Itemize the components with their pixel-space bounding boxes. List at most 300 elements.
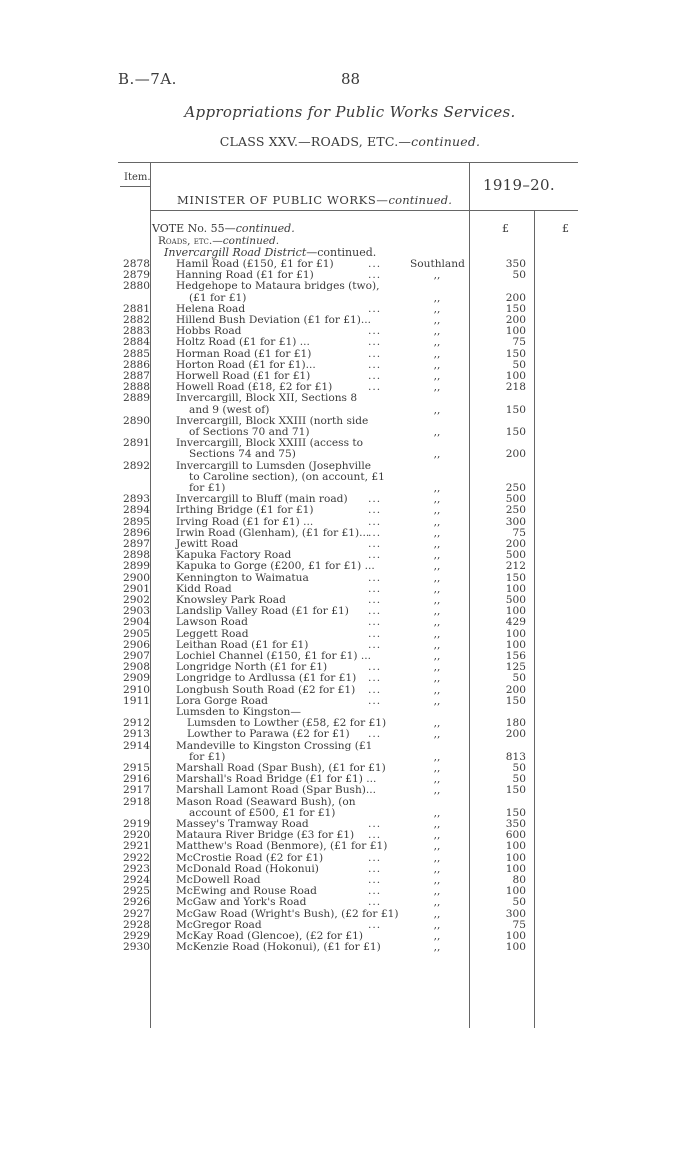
amount: 212: [505, 560, 526, 573]
table-row: [0, 841, 700, 852]
item-number: 2923: [123, 862, 150, 875]
district-name: ,,: [433, 560, 441, 573]
road-name: Matthew's Road (Benmore), (£1 for £1): [176, 840, 388, 853]
amount: 150: [505, 426, 526, 438]
section-reference: B.—7A.: [118, 70, 177, 88]
leader-dots: ...: [368, 302, 382, 315]
table-row: [0, 371, 700, 382]
item-number: 2926: [123, 896, 150, 909]
leader-dots: ...: [368, 504, 382, 517]
vote-label: VOTE No. 55—: [152, 222, 236, 235]
leader-dots: ...: [368, 571, 382, 584]
leader-dots: ...: [368, 661, 382, 674]
table-row-continuation: [0, 483, 700, 494]
district-name: ,,: [433, 571, 441, 584]
item-number: 2881: [123, 302, 150, 315]
table-row: [0, 281, 700, 292]
amount: 100: [505, 627, 526, 640]
road-name: Horton Road (£1 for £1)...: [176, 358, 316, 371]
item-header-rule: [120, 186, 150, 187]
district-name: ,,: [433, 594, 441, 606]
district-name: ,,: [433, 302, 441, 315]
item-number: 2898: [123, 549, 150, 562]
amount: 50: [512, 358, 526, 371]
table-row: [0, 259, 700, 270]
table-row: [0, 606, 700, 617]
table-row: [0, 673, 700, 684]
district-name: ,,: [433, 672, 441, 685]
district-name: ,,: [433, 616, 441, 629]
item-number: 2890: [123, 414, 150, 427]
item-number: 2899: [123, 560, 150, 573]
amount: 50: [512, 672, 526, 685]
item-number: 2889: [123, 392, 150, 405]
table-row: [0, 416, 700, 427]
road-name: Hillend Bush Deviation (£1 for £1)...: [176, 314, 371, 326]
amount: 200: [505, 291, 526, 304]
table-row: [0, 528, 700, 539]
district-name: Southland: [410, 258, 465, 270]
road-name: Landslip Valley Road (£1 for £1): [176, 605, 349, 618]
road-name: McDowell Road: [176, 874, 261, 886]
road-name: Hamil Road (£150, £1 for £1): [176, 258, 334, 270]
item-number: 2929: [123, 930, 150, 942]
page-title: Appropriations for Public Works Services.: [184, 103, 516, 121]
item-number: 2897: [123, 538, 150, 550]
table-row: [0, 573, 700, 584]
district-name: ,,: [433, 482, 441, 494]
district-name: ,,: [433, 403, 441, 416]
leader-dots: ...: [368, 515, 382, 528]
road-name: account of £500, £1 for £1): [189, 806, 336, 819]
road-name: Lowther to Parawa (£2 for £1): [187, 728, 350, 741]
district-name: ,,: [433, 773, 441, 786]
amount: 100: [505, 370, 526, 382]
item-number: 2921: [123, 840, 150, 853]
road-name: Marshall's Road Bridge (£1 for £1) ...: [176, 773, 377, 786]
item-number: 2918: [123, 795, 150, 808]
leader-dots: ...: [368, 526, 382, 539]
table-row: [0, 909, 700, 920]
amount: 180: [505, 717, 526, 730]
minister-rule: [150, 210, 469, 211]
road-name: Mason Road (Seaward Bush), (on: [176, 795, 356, 808]
amount: 100: [505, 325, 526, 338]
district-name: ,,: [433, 526, 441, 539]
district-name: ,,: [433, 347, 441, 360]
item-number: 2909: [123, 672, 150, 685]
road-name: Lumsden to Lowther (£58, £2 for £1): [187, 717, 387, 730]
district-name: ,,: [433, 694, 441, 707]
district-name: ,,: [433, 918, 441, 931]
road-name: Hanning Road (£1 for £1): [176, 269, 314, 282]
leader-dots: ...: [368, 818, 382, 830]
road-name: for £1): [189, 482, 226, 494]
district-name: ,,: [433, 907, 441, 920]
road-name: and 9 (west of): [189, 403, 270, 416]
district-continued: —continued.: [306, 246, 377, 259]
table-row: [0, 629, 700, 640]
leader-dots: ...: [368, 918, 382, 931]
table-row: [0, 438, 700, 449]
road-name: for £1): [189, 750, 226, 763]
item-number: 2914: [123, 739, 150, 752]
item-number: 2906: [123, 638, 150, 651]
minister-heading: [177, 193, 452, 207]
table-row: [0, 360, 700, 371]
item-number: 2903: [123, 605, 150, 618]
item-number: 2908: [123, 661, 150, 674]
amount: 200: [505, 683, 526, 696]
amount: 500: [505, 594, 526, 606]
leader-dots: ...: [368, 885, 382, 898]
district-name: ,,: [433, 683, 441, 696]
table-row: [0, 875, 700, 886]
amount: 250: [505, 504, 526, 517]
table-row: [0, 886, 700, 897]
leader-dots: ...: [368, 269, 382, 282]
road-name: Massey's Tramway Road: [176, 818, 309, 830]
road-name: Longridge to Ardlussa (£1 for £1): [176, 672, 357, 685]
table-row: [0, 349, 700, 360]
item-number: 2927: [123, 907, 150, 920]
amount: 100: [505, 862, 526, 875]
district-name: ,,: [433, 381, 441, 394]
road-name: Longridge North (£1 for £1): [176, 661, 328, 674]
district-name: ,,: [433, 862, 441, 875]
item-number: 2922: [123, 851, 150, 864]
table-row: [0, 584, 700, 595]
district-name: ,,: [433, 314, 441, 326]
amount: 150: [505, 806, 526, 819]
road-name: Invercargill, Block XXIII (north side: [176, 414, 369, 427]
road-name: Helena Road: [176, 302, 246, 315]
leader-dots: ...: [368, 627, 382, 640]
table-row: [0, 897, 700, 908]
item-number: 2888: [123, 381, 150, 394]
item-column-header: Item.: [124, 172, 151, 183]
road-name: Holtz Road (£1 for £1) ...: [176, 336, 310, 349]
road-name: McGaw and York's Road: [176, 896, 307, 909]
item-number: 2912: [123, 717, 150, 730]
road-name: Sections 74 and 75): [189, 448, 296, 461]
item-number: 2892: [123, 459, 150, 472]
amount: 75: [512, 336, 526, 349]
district-name: ,,: [433, 661, 441, 674]
leader-dots: ...: [368, 582, 382, 595]
leader-dots: ...: [368, 381, 382, 394]
road-name: Invercargill, Block XII, Sections 8: [176, 392, 358, 405]
district-name: ,,: [433, 538, 441, 550]
amount: 156: [505, 650, 526, 662]
item-number: 2924: [123, 874, 150, 886]
item-number: 2919: [123, 818, 150, 830]
road-name: Hobbs Road: [176, 325, 242, 338]
item-number: 2879: [123, 269, 150, 282]
district-name: ,,: [433, 269, 441, 282]
class-title-continued: continued.: [411, 134, 481, 149]
leader-dots: ...: [368, 325, 382, 338]
district-name: ,,: [433, 336, 441, 349]
district-name: ,,: [433, 840, 441, 853]
table-row: [0, 942, 700, 953]
amount: 200: [505, 448, 526, 461]
amount: 200: [505, 314, 526, 326]
page-number: 88: [341, 70, 361, 88]
table-row: [0, 729, 700, 740]
minister-label: MINISTER OF PUBLIC WORKS—: [177, 193, 389, 207]
district-name: ,,: [433, 896, 441, 909]
district-name: ,,: [433, 829, 441, 842]
table-row: [0, 393, 700, 404]
road-name: Howell Road (£18, £2 for £1): [176, 381, 333, 394]
table-row: [0, 651, 700, 662]
item-number: 2894: [123, 504, 150, 517]
item-number: 2930: [123, 941, 150, 954]
road-name: Knowsley Park Road: [176, 594, 286, 606]
amount: 100: [505, 840, 526, 853]
item-number: 2907: [123, 650, 150, 662]
amount: 75: [512, 526, 526, 539]
leader-dots: ...: [368, 694, 382, 707]
amount: 200: [505, 538, 526, 550]
item-number: 2880: [123, 280, 150, 293]
amount: 50: [512, 269, 526, 282]
amount: 150: [505, 784, 526, 797]
road-name: Mandeville to Kingston Crossing (£1: [176, 739, 373, 752]
amount: 500: [505, 493, 526, 506]
item-number: 2886: [123, 358, 150, 371]
district-name: ,,: [433, 818, 441, 830]
item-number: 2891: [123, 437, 150, 450]
district-name: ,,: [433, 627, 441, 640]
item-number: 1911: [123, 694, 150, 707]
district-name: ,,: [433, 885, 441, 898]
year-header: 1919–20.: [483, 176, 555, 194]
item-number: 2895: [123, 515, 150, 528]
road-name: Longbush South Road (£2 for £1): [176, 683, 356, 696]
item-number: 2901: [123, 582, 150, 595]
road-name: Invercargill to Lumsden (Josephville: [176, 459, 372, 472]
item-number: 2905: [123, 627, 150, 640]
item-number: 2878: [123, 258, 150, 270]
table-row-continuation: [0, 293, 700, 304]
district-name: ,,: [433, 650, 441, 662]
district-name: ,,: [433, 750, 441, 763]
road-name: Kapuka to Gorge (£200, £1 for £1) ...: [176, 560, 375, 573]
district-name: ,,: [433, 549, 441, 562]
district-name: ,,: [433, 370, 441, 382]
item-number: 2900: [123, 571, 150, 584]
item-number: 2893: [123, 493, 150, 506]
leader-dots: ...: [368, 672, 382, 685]
leader-dots: ...: [368, 336, 382, 349]
road-name: Lora Gorge Road: [176, 694, 268, 707]
amount: 125: [505, 661, 526, 674]
item-number: 2883: [123, 325, 150, 338]
road-name: McGregor Road: [176, 918, 262, 931]
road-name: to Caroline section), (on account, £1: [189, 470, 385, 483]
district-name: ,,: [433, 515, 441, 528]
district-name: ,,: [433, 941, 441, 954]
district-name: ,,: [433, 358, 441, 371]
table-row: [0, 494, 700, 505]
item-number: 2885: [123, 347, 150, 360]
vote-continued: continued.: [235, 222, 295, 235]
district-name: ,,: [433, 806, 441, 819]
amount: 75: [512, 918, 526, 931]
amount: 100: [505, 885, 526, 898]
leader-dots: ...: [368, 538, 382, 550]
road-name: McKay Road (Glencoe), (£2 for £1): [176, 930, 364, 942]
amount: 300: [505, 907, 526, 920]
item-number: 2925: [123, 885, 150, 898]
district-name: ,,: [433, 448, 441, 461]
table-row: [0, 718, 700, 729]
road-name: Kennington to Waimatua: [176, 571, 309, 584]
table-row: [0, 741, 700, 752]
road-name: Jewitt Road: [176, 538, 239, 550]
amount: 150: [505, 302, 526, 315]
district-name: ,,: [433, 728, 441, 741]
amount: 350: [505, 258, 526, 270]
road-name: of Sections 70 and 71): [189, 426, 310, 438]
road-name: Horwell Road (£1 for £1): [176, 370, 311, 382]
district-name: ,,: [433, 493, 441, 506]
district-name: ,,: [433, 762, 441, 774]
leader-dots: ...: [368, 493, 382, 506]
item-number: 2884: [123, 336, 150, 349]
leader-dots: ...: [368, 549, 382, 562]
district-name: ,,: [433, 582, 441, 595]
amount: 150: [505, 571, 526, 584]
district-name: ,,: [433, 930, 441, 942]
item-number: 2916: [123, 773, 150, 786]
amount: 350: [505, 818, 526, 830]
amount: 50: [512, 773, 526, 786]
district-name: ,,: [433, 605, 441, 618]
amount: 500: [505, 549, 526, 562]
leader-dots: ...: [368, 605, 382, 618]
roads-label: Roads, etc.—: [158, 235, 223, 247]
road-name: (£1 for £1): [189, 291, 247, 304]
table-row: [0, 617, 700, 628]
road-name: Irwin Road (Glenham), (£1 for £1)...: [176, 526, 370, 539]
road-name: Leithan Road (£1 for £1): [176, 638, 309, 651]
leader-dots: ...: [368, 358, 382, 371]
table-row-continuation: [0, 808, 700, 819]
road-name: Leggett Road: [176, 627, 249, 640]
amount: 429: [505, 616, 526, 629]
road-name: Irthing Bridge (£1 for £1): [176, 504, 314, 517]
vote-heading: [152, 222, 295, 235]
leader-dots: ...: [368, 829, 382, 842]
district-label: Invercargill Road District: [164, 246, 307, 259]
road-name: Invercargill to Bluff (main road): [176, 493, 348, 506]
item-number: 2902: [123, 594, 150, 606]
leader-dots: ...: [368, 862, 382, 875]
table-row: [0, 337, 700, 348]
table-row-continuation: [0, 472, 700, 483]
amount: 50: [512, 896, 526, 909]
table-row: [0, 785, 700, 796]
minister-continued: continued.: [388, 193, 453, 207]
leader-dots: ...: [368, 683, 382, 696]
leader-dots: ...: [368, 874, 382, 886]
amount: 80: [512, 874, 526, 886]
item-number: 2920: [123, 829, 150, 842]
district-name: ,,: [433, 426, 441, 438]
amount: 100: [505, 605, 526, 618]
district-name: ,,: [433, 504, 441, 517]
table-row: [0, 864, 700, 875]
leader-dots: ...: [368, 594, 382, 606]
amount: 150: [505, 694, 526, 707]
table-row: [0, 539, 700, 550]
amount: 813: [505, 750, 526, 763]
leader-dots: ...: [368, 616, 382, 629]
district-name: ,,: [433, 291, 441, 304]
amount: 150: [505, 347, 526, 360]
leader-dots: ...: [368, 370, 382, 382]
amount: 250: [505, 482, 526, 494]
road-name: McGaw Road (Wright's Bush), (£2 for £1): [176, 907, 399, 920]
class-title-main: CLASS XXV.—ROADS, ETC.—: [219, 134, 412, 149]
amount: 600: [505, 829, 526, 842]
road-name: Kapuka Factory Road: [176, 549, 292, 562]
road-name: Invercargill, Block XXIII (access to: [176, 437, 364, 450]
amount: 300: [505, 515, 526, 528]
district-name: ,,: [433, 851, 441, 864]
road-name: Kidd Road: [176, 582, 232, 595]
road-name: Mataura River Bridge (£3 for £1): [176, 829, 355, 842]
item-number: 2896: [123, 526, 150, 539]
table-row: [0, 797, 700, 808]
road-name: Marshall Lamont Road (Spar Bush)...: [176, 784, 377, 797]
road-name: Lawson Road: [176, 616, 248, 629]
table-row: [0, 561, 700, 572]
amount: 100: [505, 582, 526, 595]
item-number: 2915: [123, 762, 150, 774]
table-row-continuation: [0, 449, 700, 460]
currency-symbol-col2: £: [562, 222, 569, 235]
table-row: [0, 505, 700, 516]
road-name: Lumsden to Kingston—: [176, 706, 301, 718]
year-header-rule: [470, 210, 578, 211]
table-row: [0, 595, 700, 606]
table-row: [0, 696, 700, 707]
roads-continued: continued.: [222, 235, 280, 247]
currency-symbol-col1: £: [502, 222, 509, 235]
road-name: Hedgehope to Mataura bridges (two),: [176, 280, 380, 293]
leader-dots: ...: [368, 638, 382, 651]
road-name: Lochiel Channel (£150, £1 for £1) ...: [176, 650, 371, 662]
road-name: Marshall Road (Spar Bush), (£1 for £1): [176, 762, 386, 774]
district-name: ,,: [433, 638, 441, 651]
item-number: 2913: [123, 728, 150, 741]
leader-dots: ...: [368, 728, 382, 741]
road-name: McDonald Road (Hokonui): [176, 862, 319, 875]
item-number: 2887: [123, 370, 150, 382]
road-name: McCrostie Road (£2 for £1): [176, 851, 324, 864]
district-name: ,,: [433, 784, 441, 797]
amount: 200: [505, 728, 526, 741]
table-row: [0, 685, 700, 696]
item-number: 2882: [123, 314, 150, 326]
item-number: 2904: [123, 616, 150, 629]
amount: 150: [505, 403, 526, 416]
leader-dots: ...: [368, 896, 382, 909]
